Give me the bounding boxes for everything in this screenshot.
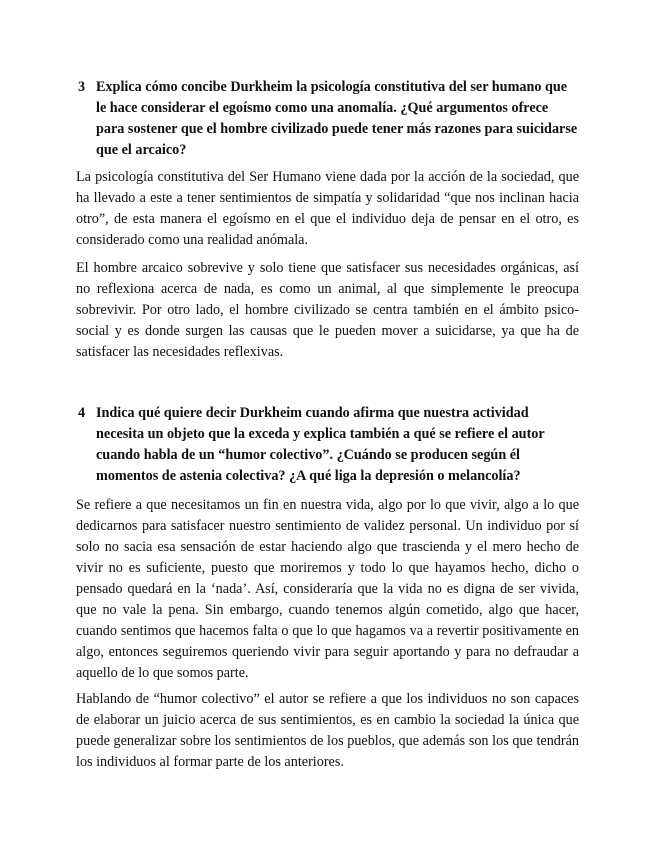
- question-number: 3: [78, 79, 86, 95]
- answer-paragraph: La psicología constitutiva del Ser Humano viene dada por la acción de la sociedad, que ha llevado a este a tener sentimientos de simpatía y solidaridad “que nos inclinan hacia otro”, de esta manera el egoísmo en el que el individuo deja de pensar en el otro, es considerado como una realidad anómala.: [76, 169, 579, 248]
- question-number: 4: [78, 405, 86, 421]
- question-text: Indica qué quiere decir Durkheim cuando afirma que nuestra actividad necesita un objeto que la exceda y explica también a qué se refiere el autor cuando habla de un “humor colectivo”. ¿Cuándo se producen según él momentos de astenia colectiva? ¿A qué liga la depresión o melancolía?: [96, 405, 545, 484]
- answer-paragraph: Se refiere a que necesitamos un fin en nuestra vida, algo por lo que vivir, algo a lo que dedicarnos para satisfacer nuestro sentimiento de validez personal. Un individuo por sí solo no sacia esa sensación de estar haciendo algo que trascienda y el mero hecho de vivir no es suficiente, puesto que moriremos y todo lo que hayamos hecho, dicho o pensado quedará en la ‘nada’. Así, consideraría que la vida no es digna de ser vivida, que no vale la pena. Sin embargo, cuando tenemos algún cometido, algo que hacer, cuando sentimos que hacemos falta o que lo que hagamos va a revertir positivamente en algo, entonces seguiremos queriendo vivir para seguir aportando y para no defraudar a aquello de lo que somos parte.: [76, 497, 579, 681]
- question-text: Explica cómo concibe Durkheim la psicología constitutiva del ser humano que le hace considerar el egoísmo como una anomalía. ¿Qué argumentos ofrece para sostener que el hombre civilizado puede tener más razones para suicidarse que el arcaico?: [96, 79, 578, 158]
- answer-paragraph: El hombre arcaico sobrevive y solo tiene que satisfacer sus necesidades orgánicas, así no reflexiona acerca de nada, es como un animal, al que simplemente le preocupa sobrevivir. Por otro lado, el hombre civilizado se centra también en el ámbito psico-social y es donde surgen las causas que le pueden mover a suicidarse, ya que ha de satisfacer las necesidades reflexivas.: [76, 260, 579, 360]
- question-3: [78, 77, 578, 161]
- answer-paragraph: Hablando de “humor colectivo” el autor se refiere a que los individuos no son capaces de elaborar un juicio acerca de sus sentimientos, es en cambio la sociedad la única que puede generalizar sobre los sentimientos de los pueblos, que además son los que tendrán los individuos al formar parte de los anteriores.: [76, 691, 579, 770]
- question-4: [78, 403, 578, 487]
